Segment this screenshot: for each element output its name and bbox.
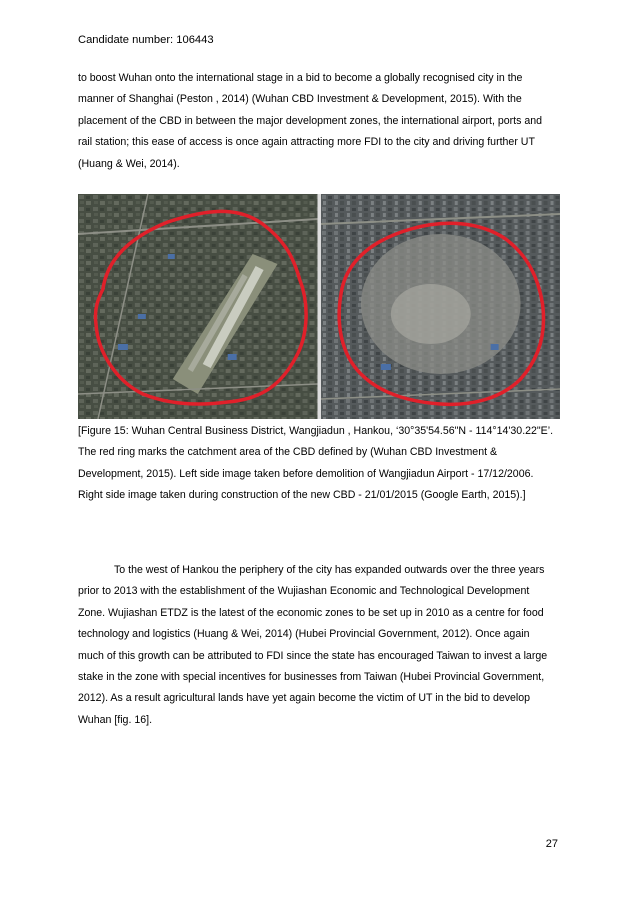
candidate-number-header: Candidate number: 106443: [78, 34, 214, 46]
figure-15-satellite-images: [78, 194, 560, 419]
paragraph-line: Zone. Wujiashan ETDZ is the latest of the economic zones to be set up in 2010 as a centre for food: [78, 606, 544, 619]
caption-line: Development, 2015). Left side image taken before demolition of Wangjiadun Airport - 17/12/2006.: [78, 467, 534, 480]
figure-caption: [78, 421, 564, 507]
paragraph-line: technology and logistics (Huang & Wei, 2014) (Hubei Provincial Government, 2012). Once again: [78, 628, 530, 641]
paragraph-line: 2012). As a result agricultural lands have yet again become the victim of UT in the bid to develop: [78, 692, 531, 705]
paragraph-line: rail station; this ease of access is once again attracting more FDI to the city and driving further UT: [78, 136, 535, 149]
paragraph-line: manner of Shanghai (Peston , 2014) (Wuhan CBD Investment & Development, 2015). With the: [78, 93, 522, 106]
paragraph-wujiashan: [78, 560, 564, 731]
caption-line: [Figure 15: Wuhan Central Business District, Wangjiadun , Hankou, ‘30°35'54.56"N - 114°14'30.22"E’.: [78, 425, 554, 437]
paragraph-line: to boost Wuhan onto the international stage in a bid to become a globally recognised city in the: [78, 72, 523, 84]
caption-line: Right side image taken during construction of the new CBD - 21/01/2015 (Google Earth, 2015).]: [78, 489, 526, 502]
caption-line: The red ring marks the catchment area of the CBD defined by (Wuhan CBD Investment &: [78, 446, 498, 459]
paragraph-line: (Huang & Wei, 2014).: [78, 157, 180, 170]
satellite-image-2006: [78, 194, 318, 419]
paragraph-cbd: [78, 68, 564, 175]
satellite-image-2015: [321, 194, 561, 419]
paragraph-line: stake in the zone with special incentives for businesses from Taiwan (Hubei Provincial Government,: [78, 671, 545, 684]
paragraph-line: placement of the CBD in between the major development zones, the international airport, ports and: [78, 114, 543, 127]
paragraph-line: prior to 2013 with the establishment of the Wujiashan Economic and Technological Development: [78, 585, 530, 598]
paragraph-line: To the west of Hankou the periphery of the city has expanded outwards over the three years: [114, 564, 545, 576]
paragraph-line: much of this growth can be attributed to FDI since the state has encouraged Taiwan to invest a large: [78, 649, 548, 662]
paragraph-line: Wuhan [fig. 16].: [78, 713, 153, 726]
page-number: 27: [545, 838, 558, 850]
